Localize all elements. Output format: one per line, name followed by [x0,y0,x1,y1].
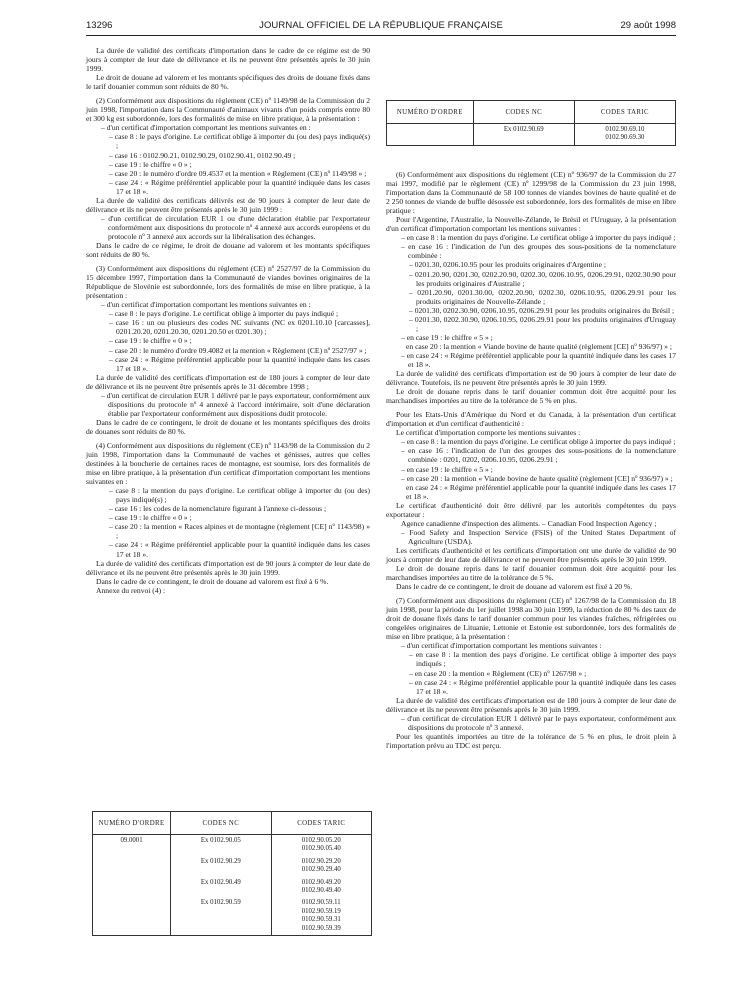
taric-cell [271,835,371,856]
paragraph: Dans le cadre de ce régime, le droit de douane ad valorem et les montants spécifiques sont réduits de 80 %. [86,240,370,260]
paragraph: (3) Conformément aux dispositions du règlement (CE) nº 2527/97 de la Commission du 15 décembre 1997, l'importation dans la Communauté de viandes bovines originaires de la République de Slovénie est subordonnée, lors des formalités de mise en libre pratique, à la présentation : [86,264,370,301]
column-header: NUMÉRO D'ORDRE [93,812,171,835]
paragraph: – case 19 : le chiffre « 0 » ; [109,336,192,346]
ordre-cell [387,124,474,146]
nc-code-cell: Ex 0102.90.05 [171,835,271,856]
page-number: 13296 [86,20,113,31]
paragraph: Le certificat d'importation comporte les mentions suivantes : [396,428,581,438]
paragraph: – en case 16 : l'indication de l'un des groupes des sous-positions de la nomenclature combinée : [401,242,676,261]
taric-cell [271,856,371,877]
taric-code: 0102.90.69.10 [605,126,645,133]
taric-cell [271,877,371,898]
paragraph: Le droit de douane repris dans le tarif douanier commun doit être acquitté pour les marchandises importées au titre de la tolérance de 5 % en plus. [386,387,676,406]
paragraph: Le droit de douane repris dans le tarif douanier commun doit être acquitté pour les marchandises importées au titre de la tolérance de 5 %. [386,564,676,583]
paragraph: – 0201.20.90, 0201.30.00, 0202.20.90, 0202.30, 0206.10.95, 0206.29.91 pour les produits originaires de Nouvelle-Zélande ; [409,287,676,306]
paragraph: – d'un certificat d'importation comportant les mentions suivantes en : [101,123,311,133]
paragraph: Pour l'Argentine, l'Australie, la Nouvelle-Zélande, le Brésil et l'Uruguay, à la présentation d'un certificat d'importation comportant les mentions suivantes : [386,215,676,234]
paragraph: – case 19 : le chiffre « 0 » ; [109,159,192,169]
paragraph: – d'un certificat de circulation EUR 1 ou d'une déclaration établie par l'exportateur conformément aux dispositions du protocole nº 4 annexé aux accords européens et du protocole nº 3 annexé aux accords sur la libéralisation des échanges. [101,213,370,241]
paragraph: Agence canadienne d'inspection des aliments. – Canadian Food Inspection Agency ; [401,518,657,528]
paragraph: Le certificat d'authenticité doit être délivré par les autorités compétentes du pays exportateur : [386,500,676,519]
right-column [386,170,676,750]
ordre-cell: 09.0001 [93,835,171,856]
taric-code: 0102.90.59.11 [301,899,341,907]
paragraph: Les certificats d'authenticité et les certificats d'importation ont une durée de validité de 90 jours à compter de leur date de délivrance et ne peuvent être présentés après le 30 juin 1999. [386,545,676,564]
paragraph: – case 16 : un ou plusieurs des codes NC suivants (NC ex 0201.10.10 [carcasses], 0201.20.20, 0201.20.30, 0201.20.50 et 0201.30) ; [109,318,370,337]
paragraph: – 0201.30, 0202.30.90, 0206.10.95, 0206.29.91 pour les produits originaires du Brésil ; [409,305,675,315]
taric-code: 0102.90.05.40 [301,845,341,853]
table-row [387,124,676,146]
paragraph: Annexe du renvoi (4) : [96,585,166,595]
paragraph: (7) Conformément aux dispositions du règlement (CE) nº 1267/98 de la Commission du 18 juin 1998, pour la période du 1er juillet 1998 au 30 juin 1999, la réduction de 80 % des taux de droit de douane fixés dans le tarif douanier commun pour les viandes fraîches, réfrigérées ou congelées originaires de Lituanie, Lettonie et Estonie est subordonnée, lors des formalités de mise en libre pratique, à la présentation : [386,596,676,642]
nc-code-cell: Ex 0102.90.29 [171,856,271,877]
table-row [93,877,372,898]
paragraph: – case 16 : 0102.90.21, 0102.90.29, 0102.90.41, 0102.90.49 ; [109,150,296,160]
table-row [93,835,372,856]
table-row [93,897,372,935]
ordre-cell [93,897,171,935]
paragraph: (4) Conformément aux dispositions du règlement (CE) nº 1143/98 de la Commission du 2 juin 1998, l'importation dans la Communauté de vaches et génisses, autres que celles destinées à la boucherie de certaines races de montagne, est soumise, lors des formalités de mise en libre pratique, à la présentation d'un certificat d'importation comportant les mentions suivantes en : [86,440,370,487]
paragraph: La durée de validité des certificats délivrés est de 90 jours à compter de leur date de délivrance et ils ne peuvent être présentés après le 30 juin 1999 : [86,195,370,214]
journal-title: JOURNAL OFFICIEL DE LA RÉPUBLIQUE FRANÇAISE [259,20,503,31]
paragraph: (6) Conformément aux dispositions du règlement (CE) nº 936/97 de la Commission du 27 mai 1997, modifié par le règlement (CE) nº 1299/98 de la Commission du 23 juin 1998, l'importation dans la Communauté de 58 100 tonnes de viandes bovines de haute qualité et de 2 250 tonnes de viande de buffle désossée est subordonnée, lors des formalités de mise en libre pratique : [386,170,676,216]
paragraph: en case 24 : « Régime préférentiel applicable pour la quantité indiquée dans les cases 17 et 18 ». [406,482,676,501]
taric-code: 0102.90.59.39 [301,924,341,932]
nc-code-cell: Ex 0102.90.49 [171,877,271,898]
paragraph: – case 8 : le pays d'origine. Le certificat oblige à importer du pays indiqué ; [109,309,339,319]
column-header: CODES TARIC [574,101,675,124]
paragraph: – case 8 : le pays d'origine. Le certificat oblige à importer du (ou des) pays indiqué(s) ; [109,132,370,151]
paragraph: La durée de validité des certificats d'importation est de 180 jours à compter de leur date de délivrance et ils ne peuvent être présentés après le 31 décembre 1998 ; [86,372,370,391]
taric-code: 0102.90.05.20 [301,837,341,844]
paragraph: – en case 24 : « Régime préférentiel applicable pour la quantité indiquée dans les cases 17 et 18 ». [409,677,676,696]
buffalo-table [386,100,676,146]
taric-code: 0102.90.49.20 [301,878,341,886]
paragraph: – en case 24 : « Régime préférentiel applicable pour la quantité indiquée dans les cases 17 et 18 ». [401,350,676,369]
paragraph: – 0201.20.90, 0201.30, 0202.20.90, 0202.30, 0206.10.95, 0206.29.91, 0202.30.90 pour les produits originaires d'Australie ; [409,269,676,288]
paragraph: – case 20 : le numéro d'ordre 09.4082 et la mention « Règlement (CE) nº 2527/97 » ; [109,345,367,355]
paragraph: Dans le cadre de ce contingent, le droit de douane ad valorem est fixé à 6 %. [96,576,329,586]
paragraph: – d'un certificat d'importation comportant les mentions suivantes : [401,641,602,651]
paragraph: – en case 20 : la mention « Règlement (CE) nº 1267/98 » ; [409,668,587,678]
paragraph: – en case 8 : la mention du pays d'origine. Le certificat oblige à importer du pays indiqué ; [401,437,676,447]
paragraph: – en case 20 : la mention « Viande bovine de haute qualité (règlement [CE] nº 936/97) » ; [401,473,673,483]
paragraph: – en case 8 : la mention du pays d'origine. Le certificat oblige à importer du pays indiqué ; [401,233,676,243]
ordre-cell [93,856,171,877]
paragraph: Pour les quantités importées au titre de la tolérance de 5 % en plus, le droit plein à l'importation prévu au TDC est perçu. [386,731,676,750]
column-header: NUMÉRO D'ORDRE [387,101,474,124]
issue-date: 29 août 1998 [620,20,676,31]
paragraph: – Food Safety and Inspection Service (FSIS) of the United States Department of Agriculture (USDA). [401,527,676,546]
taric-code: 0102.90.59.19 [301,907,341,915]
page-header [86,20,676,34]
paragraph: – d'un certificat d'importation comportant les mentions suivantes en : [101,300,311,310]
paragraph: – 0201.30, 0206.10.95 pour les produits originaires d'Argentine ; [409,260,606,270]
paragraph: – case 24 : « Régime préférentiel applicable pour la quantité indiquée dans les cases 17 et 18 ». [109,354,370,373]
taric-code: 0102.90.29.20 [301,857,341,865]
paragraph: La durée de validité des certificats d'importation est de 90 jours à compter de leur date de délivrance. Toutefois, ils ne peuvent être présentés après le 30 juin 1999. [386,369,676,388]
taric-code: 0102.90.49.40 [301,887,341,895]
paragraph: – case 24 : « Régime préférentiel applicable pour la quantité indiquée dans les cases 17 et 18 ». [109,540,370,559]
paragraph: (2) Conformément aux dispositions du règlement (CE) nº 1149/98 de la Commission du 2 juin 1998, l'importation dans la Communauté d'animaux vivants d'un poids compris entre 80 et 300 kg est subordonnée, lors des formalités de mise en libre pratique, à la présentation : [86,96,370,124]
paragraph: – d'un certificat de circulation EUR 1 délivré par le pays exportateur, conformément aux dispositions du protocole nº 3 annexé. [401,713,676,732]
paragraph: – case 20 : le numéro d'ordre 09.4537 et la mention « Règlement (CE) nº 1149/98 » ; [109,168,367,178]
nc-code-cell: Ex 0102.90.59 [171,897,271,935]
taric-cell [271,897,371,935]
header-rule [86,35,676,36]
paragraph: Dans le cadre de ce contingent, le droit de douane ad valorem est fixé à 20 %. [396,582,633,592]
annex-table [92,811,372,936]
column-header: CODES TARIC [271,812,371,835]
ordre-cell [93,877,171,898]
taric-code: 0102.90.29.40 [301,866,341,874]
paragraph: – en case 19 : le chiffre « 5 » ; [401,332,493,342]
paragraph: Le droit de douane ad valorem et les montants spécifiques des droits de douane fixés dans le tarif douanier commun sont réduits de 80 %. [86,73,370,92]
paragraph: La durée de validité des certificats d'importation est de 90 jours à compter de leur date de délivrance et ils ne peuvent être présentés après le 30 juin 1999. [86,558,370,577]
paragraph: – case 19 : le chiffre « 0 » ; [109,513,192,523]
paragraph: en case 20 : la mention « Viande bovine de haute qualité (règlement [CE] nº 936/97) » ; [406,341,672,351]
paragraph: – en case 19 : le chiffre « 5 » ; [401,464,493,474]
paragraph: – 0201.30, 0202.30.90, 0206.10.95, 0206.29.91 pour les produits originaires d'Uruguay ; [409,314,676,333]
paragraph: – case 24 : « Régime préférentiel applicable pour la quantité indiquée dans les cases 17 et 18 ». [109,177,370,196]
column-header: CODES NC [473,101,574,124]
paragraph: Dans le cadre de ce contingent, le droit de douane et les montants spécifiques des droits de douanes sont réduits de 80 %. [86,417,370,436]
left-column [86,46,370,595]
taric-code: 0102.90.59.31 [301,916,341,924]
paragraph: – d'un certificat de circulation EUR 1 délivré par le pays exportateur, conformément aux dispositions du protocole nº 4 annexé à l'accord intérimaire, soit d'une déclaration établie par l'exportateur conformément aux dispositions dudit protocole. [101,390,370,418]
paragraph: La durée de validité des certificats d'importation dans le cadre de ce régime est de 90 jours à compter de leur date de délivrance et ils ne peuvent être présentés après le 30 juin 1999. [86,46,370,74]
taric-code: 0102.90.69.30 [605,134,645,142]
paragraph: – case 16 : les codes de la nomenclature figurant à l'annexe ci-dessous ; [109,504,327,514]
paragraph: – en case 8 : la mention des pays d'origine. Le certificat oblige à importer des pays indiqués ; [409,650,676,669]
paragraph: – case 8 : la mention du pays d'origine. Le certificat oblige à importer du (ou des) pays indiqué(s) ; [109,486,370,505]
taric-cell [574,124,675,146]
paragraph: Pour les Etats-Unis d'Amérique du Nord et du Canada, à la présentation d'un certificat d'importation et d'un certificat d'authenticité : [386,410,676,429]
column-header: CODES NC [171,812,271,835]
paragraph: – case 20 : la mention « Races alpines et de montagne (règlement [CE] nº 1143/98) » ; [109,522,370,541]
nc-code-cell: Ex 0102.90.69 [473,124,574,146]
table-row [93,856,372,877]
paragraph: La durée de validité des certificats d'importation est de 180 jours à compter de leur date de délivrance et ils ne peuvent être présentés après le 30 juin 1999. [386,695,676,714]
paragraph: – en case 16 : l'indication de l'un des groupes des sous-positions de la nomenclature combinée : 0201, 0202, 0206.10.95, 0206.29.91 ; [401,446,676,465]
